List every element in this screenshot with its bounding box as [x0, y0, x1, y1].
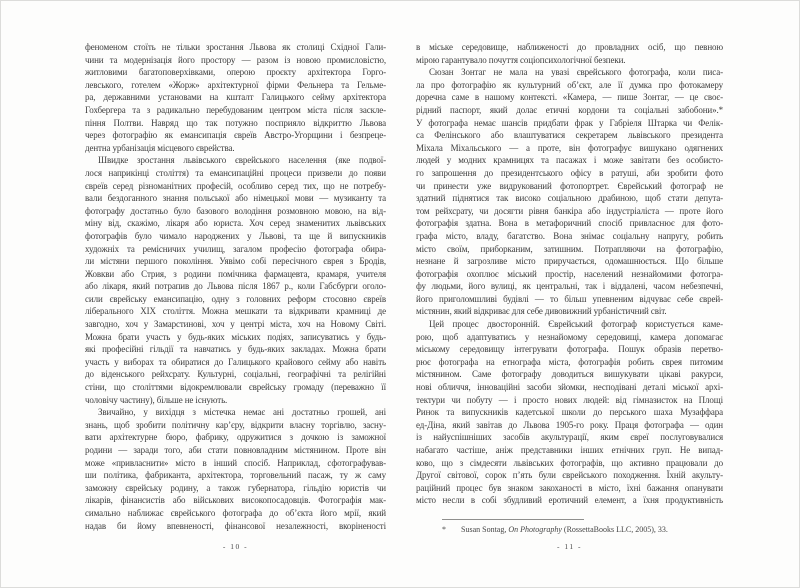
footnote-rule — [442, 519, 584, 520]
text-line: здатний піднятися так високо соціальною драбиною, щоб стати депута- — [416, 193, 723, 204]
text-line: рює фотографа на етнографа міста, фотографія робить єврея питомим — [416, 356, 723, 367]
text-line: нові обличчя, інноваційні засоби зйомки, несподівані деталі міської архі- — [416, 382, 723, 393]
text-line: лікарів, фінансистів або військових високопосадовців. Фотографія мак- — [85, 495, 386, 506]
text-line: графа місто, владу, багатство. Вона знімає соціальну напругу, робить — [416, 230, 723, 241]
text-line: Ринок та випускників кадетської школи до перського шаха Музаффара — [416, 407, 723, 418]
text-line: Сюзан Зонтаг не мала на увазі єврейського фотографа, коли писа- — [429, 67, 723, 78]
text-line: раційний процес був знаком закоханості в місто, їхні бажання опанувати — [416, 482, 723, 493]
text-line: ли містяни першого покоління. Уявімо собі пересічного єврея з Бродів, — [85, 256, 386, 267]
text-line: фотографів було чимало народжених у Львові, та ще й випускників — [85, 230, 386, 241]
text-line: тектури чи побуту — і просто нових людей: від гімназисток на Площі — [416, 394, 723, 405]
text-line: Звичайно, у вихідця з містечка немає ані достатньо грошей, ані — [98, 407, 386, 418]
text-line: фотографія охоплює міський простір, населений незнайомими фотогра- — [416, 268, 723, 279]
text-line: Швидке зростання львівського єврейського населення (яке подвої- — [98, 155, 386, 166]
footnote-area — [416, 512, 723, 535]
text-line: Другої світової, сорок п’ять були єврейського походження. Їхній акульту- — [416, 470, 723, 481]
text-line: через фотографію як емансипація євреїв Австро-Угорщини і безпреце- — [85, 130, 386, 141]
text-line: ково, що з сімдесяти львівських фотографів, що активно працювали до — [416, 457, 723, 468]
text-line: рідний паспорт, який долає етичні кордони та соціальні забобони».* — [416, 104, 723, 115]
text-line: У фотографа немає шансів придбати фрак у Габріеля Штарка чи Фелік- — [416, 117, 723, 128]
text-line: са Фелінського або влаштуватися секретарем львівського президента — [416, 130, 723, 141]
text-line: дентна урбанізація місцевого єврейства. — [85, 142, 235, 153]
text-line: ра, державними установами на кшталт Галицького сейму архітектора — [85, 92, 386, 103]
text-line: ши політика, фабриканта, архітектора, торговельний пасаж, ту ж саму — [85, 470, 386, 481]
footnote-citation-publisher: (RossettaBooks LLC, 2005), 33. — [561, 525, 668, 534]
text-line: ед-Діна, який завітав до Львова 1905-го року. Праця фотографа — один — [416, 419, 723, 430]
text-line: місто своїм, приборканим, затишним. Потрапляючи на фотографію, — [416, 243, 723, 254]
text-line: том рейхсрату, чи досягти рівня банкіра або індустріаліста — проте його — [416, 205, 723, 216]
text-line: до віденського рейхсрату. Культурні, соціальні, географічні та релігійні — [85, 369, 386, 380]
right-page-number: - 11 - — [557, 542, 582, 551]
text-line: містянин, який відкриває для себе дивовижний урбаністичний світ. — [416, 306, 667, 317]
text-line: міну від, скажімо, лікаря або юриста. Хоч серед знаменитих львівських — [85, 218, 386, 229]
text-line: євреїв серед різноманітних професій, особливо серед тих, що не потребу- — [85, 180, 386, 191]
text-line: Гохбергера та з радикально перебудованим центром міста після заскле- — [85, 104, 386, 115]
text-line: стіни, що століттями відокремлювали єврейську громаду (переважно її — [85, 382, 386, 393]
text-line: або лікаря, який потрапив до Львова після 1867 р., коли Габсбурги оголо- — [85, 281, 386, 292]
text-line: вали бездоганного знання польської або німецької мови — музиканту та — [85, 193, 386, 204]
text-line: які професійні гільдії та навчатись у будь-яких закладах. Можна брати — [85, 344, 386, 355]
text-line: піння Полтви. Навряд що так потужно посприяло відкриттю Львова — [85, 117, 386, 128]
text-line: левського, готелем «Жорж» архітектурної фірми Фельнера та Гельме- — [85, 79, 386, 90]
text-line: людей у модних крамницях та пасажах і може завітати без особисто- — [416, 155, 723, 166]
text-line: чоловічу частину), більше не існують. — [85, 394, 228, 405]
text-line: Міхала Міхальського — а проте, він фотографує вишукано одягнених — [416, 142, 723, 153]
footnote-citation-author: Susan Sontag, — [461, 525, 509, 534]
text-line: Жовкви або Стрия, з родини помічника фармацевта, крамаря, учителя — [85, 268, 386, 279]
footnote-marker: * — [442, 525, 446, 534]
text-line: го запрошення до президентського офісу в ратуші, аби зробити фото — [416, 167, 723, 178]
text-line: Можна брати участь у будь-яких міських подіях, записуватись у будь- — [85, 331, 386, 342]
text-line: ла про фотографію як культурний об’єкт, але її думка про фотокамеру — [416, 79, 723, 90]
text-line: може «привласнити» місто в інший спосіб. Наприклад, сфотографував- — [85, 457, 386, 468]
left-page-text-column — [85, 41, 386, 532]
text-line: участь у виборах та обиратися до Галицького крайового сейму або навіть — [85, 356, 386, 367]
text-line: завгодно, хоч у Замарстинові, хоч у центрі міста, хоч на Новому Світі. — [85, 319, 386, 330]
right-page-text-column — [416, 41, 723, 507]
text-line: доречна саме в нашому контексті. «Камера, — пише Зонтаг, — це своє- — [416, 92, 723, 103]
text-line: із найуспішніших засобів акультурації, яким євреї послуговувалися — [416, 432, 723, 443]
text-line: в міське середовище, наближеності до провладних осіб, що певною — [416, 42, 723, 52]
text-line: рою, щоб адаптуватись у незнайомому середовищі, камера допомагає — [416, 331, 723, 342]
text-line: мірою гарантувало почуття соціопсихологічної безпеки. — [416, 54, 626, 65]
text-line: Цей процес двосторонній. Єврейський фотограф користується каме- — [429, 319, 723, 330]
footnote-citation-title: On Photography — [508, 525, 562, 534]
left-page-number: - 10 - — [222, 542, 249, 551]
text-line: фу людьми, його вулиці, як центральні, так і віддалені, часом небезпечні, — [416, 281, 723, 292]
text-line: ліберального XIX століття. Можна мешкати та відкривати крамниці де — [85, 306, 386, 317]
text-line: заможну єврейську родину, а також губернатора, гільдію юристів чи — [85, 482, 386, 493]
text-line: чини та модернізація його простору — разом із новою промисловістю, — [85, 54, 386, 65]
text-line: сили єврейську емансипацію, одну з головних реформ стосовно євреїв — [85, 293, 386, 304]
text-line: вати архітектурне бюро, фабрику, одружитися з дочкою із заможної — [85, 432, 386, 443]
text-line: симально наближає єврейського фотографа до об’єкта його мрії, який — [85, 507, 386, 518]
footnote-text — [461, 525, 723, 535]
text-line: місто несли в собі збудливий еротичний елемент, а їхня продуктивність — [416, 495, 723, 506]
text-line: містянином. Саме фотографу доводиться вишукувати цікаві ракурси, — [416, 369, 723, 380]
text-line: знань, щоб зробити політичну кар’єру, відкрити власну торгівлю, засну- — [85, 419, 386, 430]
text-line: художніх та ремісничих училищ, загалом професію фотографа обира- — [85, 243, 386, 254]
footnote — [442, 519, 723, 535]
text-line: фотографу достатньо було базового володіння розмовною мовою, на від- — [85, 205, 386, 216]
text-line: житловими багатоповерхівками, оперою проєкту архітектора Горго- — [85, 67, 386, 78]
text-line: його приголомшливі будівлі — то більш упевненим відчуває себе єврей- — [416, 293, 723, 304]
text-line: міському середовищу інтегрувати фотографа. Пошук образів перетво- — [416, 344, 723, 355]
text-line: набагато частіше, аніж представники інших етнічних груп. Не випад- — [416, 445, 723, 455]
text-line: фотографія здатна. Вона в метафоричний спосіб привласнює для фото- — [416, 218, 723, 229]
text-line: чи принести уже видрукований фотопортрет. Єврейський фотограф не — [416, 180, 723, 191]
text-line: надав би йому впевненості, фінансової незалежності, вкоріненості — [85, 520, 386, 531]
text-line: лося наприкінці століття) та емансипаційні процеси призвели до появи — [85, 167, 386, 178]
text-line: незнане й загрозливе місто приручається, одомашнюється. Що більше — [416, 256, 723, 267]
text-line: родини — заради того, аби стати повновладним містянином. Проте він — [85, 445, 386, 455]
text-line: феноменом стоїть не тільки зростання Львова як столиці Східної Гали- — [85, 42, 386, 52]
